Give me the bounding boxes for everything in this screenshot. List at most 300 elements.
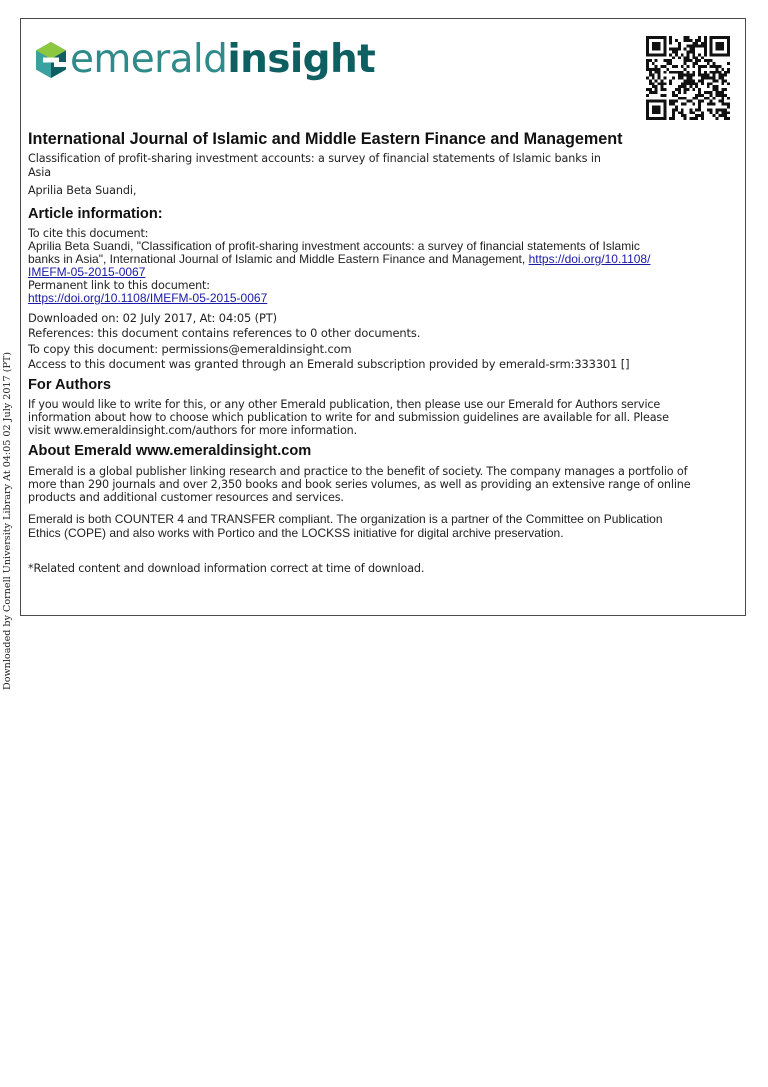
qr-module	[724, 88, 727, 91]
qr-module	[692, 62, 695, 65]
qr-module	[718, 36, 721, 39]
qr-module	[652, 62, 655, 65]
qr-module	[672, 56, 675, 59]
qr-module	[710, 111, 713, 114]
qr-module	[655, 71, 658, 74]
qr-module	[689, 108, 692, 111]
qr-module	[698, 100, 701, 103]
qr-module	[658, 106, 661, 109]
qr-module	[681, 77, 684, 80]
qr-module	[663, 82, 666, 85]
qr-module	[649, 53, 652, 56]
qr-module	[689, 77, 692, 80]
qr-module	[675, 100, 678, 103]
qr-module	[655, 91, 658, 94]
qr-module	[721, 82, 724, 85]
qr-module	[652, 42, 655, 45]
qr-module	[646, 94, 649, 97]
qr-module	[687, 56, 690, 59]
qr-module	[681, 65, 684, 68]
qr-module	[678, 74, 681, 77]
qr-module	[718, 114, 721, 117]
qr-module	[655, 48, 658, 51]
qr-module	[695, 97, 698, 100]
qr-module	[721, 91, 724, 94]
qr-module	[692, 48, 695, 51]
qr-module	[646, 48, 649, 51]
qr-module	[721, 114, 724, 117]
qr-module	[658, 82, 661, 85]
qr-module	[687, 65, 690, 68]
qr-module	[658, 71, 661, 74]
qr-module	[713, 71, 716, 74]
qr-module	[698, 79, 701, 82]
qr-module	[698, 106, 701, 109]
qr-module	[658, 42, 661, 45]
qr-module	[646, 59, 649, 62]
qr-module	[727, 39, 730, 42]
qr-module	[669, 100, 672, 103]
logo-word-emerald: emerald	[70, 36, 228, 82]
qr-module	[660, 117, 663, 120]
qr-module	[652, 53, 655, 56]
qr-module	[669, 117, 672, 120]
qr-module	[684, 48, 687, 51]
qr-module	[663, 36, 666, 39]
qr-module	[658, 74, 661, 77]
qr-module	[678, 48, 681, 51]
qr-module	[727, 97, 730, 100]
qr-module	[646, 103, 649, 106]
qr-module	[660, 94, 663, 97]
qr-module	[675, 106, 678, 109]
qr-module	[655, 117, 658, 120]
permanent-link-row	[28, 292, 738, 305]
qr-module	[675, 88, 678, 91]
qr-module	[716, 65, 719, 68]
qr-module	[687, 39, 690, 42]
qr-module	[663, 48, 666, 51]
qr-module	[704, 45, 707, 48]
qr-module	[718, 65, 721, 68]
qr-module	[689, 74, 692, 77]
qr-module	[684, 97, 687, 100]
qr-module	[716, 53, 719, 56]
qr-module	[684, 59, 687, 62]
qr-module	[663, 59, 666, 62]
qr-module	[707, 74, 710, 77]
permanent-link[interactable]: https://doi.org/10.1108/IMEFM-05-2015-0067	[28, 291, 268, 305]
references-count: References: this document contains references to 0 other documents.	[28, 326, 421, 341]
qr-module	[721, 103, 724, 106]
qr-module	[658, 48, 661, 51]
qr-module	[675, 65, 678, 68]
qr-module	[727, 71, 730, 74]
qr-module	[684, 56, 687, 59]
qr-module	[704, 71, 707, 74]
qr-module	[724, 53, 727, 56]
qr-module	[695, 42, 698, 45]
about-line: more than 290 journals and over 2,350 books and book series volumes, as well as providing an extensive range of online	[28, 478, 691, 492]
qr-module	[710, 65, 713, 68]
qr-module	[727, 103, 730, 106]
qr-module	[666, 59, 669, 62]
qr-module	[701, 94, 704, 97]
qr-module	[707, 59, 710, 62]
qr-module	[687, 88, 690, 91]
qr-module	[692, 71, 695, 74]
qr-module	[692, 111, 695, 114]
qr-module	[672, 111, 675, 114]
qr-module	[692, 79, 695, 82]
qr-module	[658, 117, 661, 120]
qr-module	[695, 59, 698, 62]
qr-module	[658, 108, 661, 111]
qr-module	[681, 103, 684, 106]
qr-module	[655, 106, 658, 109]
qr-module	[689, 50, 692, 53]
qr-module	[684, 91, 687, 94]
qr-module	[684, 74, 687, 77]
qr-module	[669, 82, 672, 85]
qr-module	[658, 111, 661, 114]
qr-module	[646, 42, 649, 45]
qr-module	[710, 45, 713, 48]
qr-module	[675, 50, 678, 53]
qr-module	[652, 36, 655, 39]
qr-module	[652, 108, 655, 111]
qr-module	[727, 42, 730, 45]
citation	[28, 240, 738, 279]
qr-module	[652, 117, 655, 120]
about-emerald-paragraph	[28, 465, 738, 504]
qr-module	[649, 91, 652, 94]
qr-module	[710, 100, 713, 103]
qr-module	[663, 117, 666, 120]
qr-module	[669, 59, 672, 62]
qr-module	[710, 71, 713, 74]
qr-module	[692, 42, 695, 45]
cite-label: To cite this document:	[28, 227, 149, 240]
qr-module	[707, 91, 710, 94]
qr-module	[684, 103, 687, 106]
qr-module	[721, 77, 724, 80]
qr-module	[687, 100, 690, 103]
qr-module	[707, 103, 710, 106]
qr-module	[716, 117, 719, 120]
qr-module	[704, 97, 707, 100]
qr-module	[646, 77, 649, 80]
qr-module	[721, 36, 724, 39]
citation-doi-link-continued[interactable]: IMEFM-05-2015-0067	[28, 265, 146, 279]
qr-module	[710, 103, 713, 106]
qr-module	[681, 108, 684, 111]
qr-module	[687, 71, 690, 74]
qr-module	[718, 45, 721, 48]
qr-module	[687, 59, 690, 62]
qr-module	[649, 117, 652, 120]
qr-module	[663, 103, 666, 106]
qr-module	[687, 77, 690, 80]
qr-module	[669, 71, 672, 74]
qr-module	[660, 65, 663, 68]
qr-module	[716, 88, 719, 91]
qr-module	[727, 106, 730, 109]
qr-module	[689, 85, 692, 88]
qr-module	[672, 117, 675, 120]
qr-module	[687, 74, 690, 77]
permanent-link-label: Permanent link to this document:	[28, 279, 210, 292]
qr-module	[727, 68, 730, 71]
qr-module	[718, 91, 721, 94]
qr-module	[681, 74, 684, 77]
qr-module	[660, 53, 663, 56]
qr-module	[710, 36, 713, 39]
for-authors-heading: For Authors	[28, 377, 111, 394]
qr-module	[684, 85, 687, 88]
qr-module	[681, 111, 684, 114]
qr-module	[713, 79, 716, 82]
qr-module	[716, 85, 719, 88]
qr-module	[663, 71, 666, 74]
qr-module	[684, 79, 687, 82]
qr-module	[649, 68, 652, 71]
qr-module	[692, 88, 695, 91]
qr-module	[655, 79, 658, 82]
qr-module	[646, 100, 649, 103]
qr-module	[663, 106, 666, 109]
qr-module	[692, 117, 695, 120]
qr-module	[695, 114, 698, 117]
qr-module	[687, 45, 690, 48]
qr-module	[684, 39, 687, 42]
qr-module	[649, 82, 652, 85]
qr-module	[675, 48, 678, 51]
qr-module	[710, 108, 713, 111]
qr-module	[704, 48, 707, 51]
qr-module	[649, 74, 652, 77]
qr-module	[692, 56, 695, 59]
qr-module	[689, 117, 692, 120]
qr-module	[704, 39, 707, 42]
qr-module	[689, 111, 692, 114]
qr-module	[689, 79, 692, 82]
qr-module	[716, 111, 719, 114]
qr-module	[660, 79, 663, 82]
qr-module	[721, 74, 724, 77]
qr-module	[678, 42, 681, 45]
qr-module	[718, 74, 721, 77]
qr-module	[669, 53, 672, 56]
qr-module	[698, 36, 701, 39]
qr-module	[721, 97, 724, 100]
qr-module	[655, 65, 658, 68]
qr-module	[716, 71, 719, 74]
qr-module	[652, 48, 655, 51]
qr-module	[713, 65, 716, 68]
qr-module	[675, 94, 678, 97]
qr-module	[704, 59, 707, 62]
qr-module	[646, 88, 649, 91]
qr-module	[704, 65, 707, 68]
qr-module	[698, 68, 701, 71]
qr-module	[695, 45, 698, 48]
qr-module	[724, 74, 727, 77]
qr-module	[707, 82, 710, 85]
qr-code[interactable]	[646, 36, 730, 120]
qr-module	[655, 100, 658, 103]
qr-module	[701, 100, 704, 103]
qr-module	[698, 71, 701, 74]
qr-module	[672, 108, 675, 111]
for-authors-text	[28, 398, 738, 437]
qr-module	[689, 39, 692, 42]
qr-module	[646, 53, 649, 56]
qr-module	[652, 106, 655, 109]
qr-module	[675, 39, 678, 42]
qr-module	[646, 50, 649, 53]
qr-module	[646, 108, 649, 111]
article-title-line: Asia	[28, 166, 52, 179]
qr-module	[646, 45, 649, 48]
qr-module	[698, 74, 701, 77]
qr-module	[698, 91, 701, 94]
qr-module	[655, 111, 658, 114]
qr-module	[660, 100, 663, 103]
qr-module	[655, 36, 658, 39]
qr-module	[710, 94, 713, 97]
qr-module	[716, 108, 719, 111]
qr-module	[669, 62, 672, 65]
qr-module	[646, 68, 649, 71]
qr-module	[710, 48, 713, 51]
qr-module	[663, 108, 666, 111]
qr-module	[721, 111, 724, 114]
qr-module	[678, 71, 681, 74]
qr-module	[678, 97, 681, 100]
qr-module	[649, 59, 652, 62]
qr-module	[695, 117, 698, 120]
qr-module	[692, 74, 695, 77]
qr-module	[698, 59, 701, 62]
qr-module	[698, 88, 701, 91]
qr-module	[672, 100, 675, 103]
qr-module	[707, 85, 710, 88]
qr-module	[718, 108, 721, 111]
downloaded-on: Downloaded on: 02 July 2017, At: 04:05 (PT)	[28, 311, 277, 325]
qr-module	[698, 94, 701, 97]
qr-module	[681, 53, 684, 56]
qr-module	[721, 94, 724, 97]
qr-module	[727, 45, 730, 48]
qr-module	[684, 62, 687, 65]
qr-module	[684, 114, 687, 117]
qr-module	[663, 39, 666, 42]
qr-module	[681, 85, 684, 88]
qr-module	[716, 91, 719, 94]
qr-module	[649, 88, 652, 91]
qr-module	[672, 65, 675, 68]
qr-module	[701, 82, 704, 85]
qr-module	[695, 39, 698, 42]
qr-module	[713, 53, 716, 56]
qr-module	[727, 62, 730, 65]
about-line: Emerald is a global publisher linking research and practice to the benefit of society. The company manages a portfolio of	[28, 465, 688, 479]
qr-module	[672, 103, 675, 106]
qr-module	[689, 100, 692, 103]
copy-permissions: To copy this document: permissions@emeraldinsight.com	[28, 341, 352, 356]
qr-module	[660, 85, 663, 88]
qr-module	[701, 45, 704, 48]
qr-module	[652, 45, 655, 48]
journal-title: International Journal of Islamic and Middle Eastern Finance and Management	[28, 130, 623, 148]
for-authors-line: visit www.emeraldinsight.com/authors for more information.	[28, 424, 357, 438]
qr-module	[701, 56, 704, 59]
qr-module	[698, 45, 701, 48]
qr-module	[675, 53, 678, 56]
qr-module	[687, 50, 690, 53]
article-author: Aprilia Beta Suandi,	[28, 184, 137, 197]
qr-module	[672, 91, 675, 94]
qr-module	[652, 74, 655, 77]
compliance-paragraph	[28, 512, 738, 540]
qr-module	[672, 94, 675, 97]
qr-module	[681, 114, 684, 117]
qr-module	[649, 71, 652, 74]
citation-doi-link[interactable]: https://doi.org/10.1108/	[528, 252, 651, 266]
qr-module	[678, 91, 681, 94]
qr-module	[695, 108, 698, 111]
qr-module	[684, 82, 687, 85]
qr-module	[692, 53, 695, 56]
qr-module	[646, 65, 649, 68]
qr-module	[721, 79, 724, 82]
qr-module	[716, 68, 719, 71]
qr-module	[727, 82, 730, 85]
qr-module	[713, 97, 716, 100]
qr-module	[678, 45, 681, 48]
qr-module	[704, 50, 707, 53]
qr-module	[710, 59, 713, 62]
qr-module	[724, 71, 727, 74]
qr-module	[698, 39, 701, 42]
qr-module	[695, 62, 698, 65]
qr-module	[716, 42, 719, 45]
qr-module	[721, 100, 724, 103]
qr-module	[724, 111, 727, 114]
qr-module	[669, 36, 672, 39]
qr-module	[701, 79, 704, 82]
qr-module	[687, 53, 690, 56]
qr-module	[678, 111, 681, 114]
qr-module	[718, 77, 721, 80]
qr-module	[658, 36, 661, 39]
download-side-note: Downloaded by Cornell University Library At 04:05 02 July 2017 (PT)	[2, 351, 13, 690]
qr-module	[707, 77, 710, 80]
qr-module	[701, 74, 704, 77]
qr-module	[727, 50, 730, 53]
qr-module	[721, 48, 724, 51]
qr-module	[669, 48, 672, 51]
article-title	[28, 152, 738, 180]
download-info	[28, 311, 738, 372]
qr-module	[655, 45, 658, 48]
qr-module	[672, 77, 675, 80]
qr-module	[672, 71, 675, 74]
qr-module	[669, 39, 672, 42]
qr-module	[692, 82, 695, 85]
about-line: products and additional customer resources and services.	[28, 491, 344, 505]
